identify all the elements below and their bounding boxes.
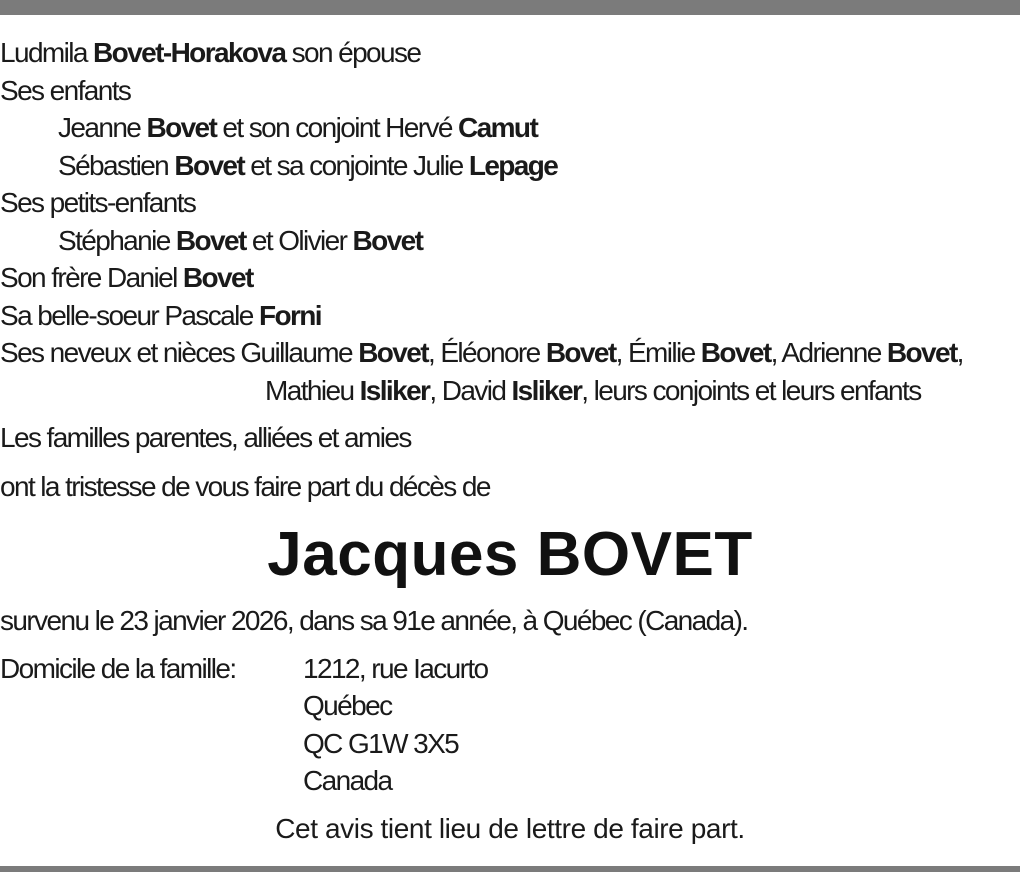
domicile-address: [303, 650, 488, 800]
deceased-name: Jacques BOVET: [267, 520, 753, 589]
family-domicile: [0, 650, 1020, 800]
death-details: survenu le 23 janvier 2026, dans sa 91e année, à Québec (Canada).: [0, 605, 748, 636]
footer-note: Cet avis tient lieu de lettre de faire part.: [275, 812, 745, 844]
grandchildren-label: Ses petits-enfants: [0, 187, 196, 218]
address-country: Canada: [303, 765, 392, 796]
brother-line: Son frère Daniel Bovet: [0, 262, 253, 293]
bottom-rule: [0, 866, 1020, 872]
address-postal: QC G1W 3X5: [303, 727, 459, 759]
address-city: Québec: [303, 690, 392, 721]
child-line-1: Jeanne Bovet et son conjoint Hervé Camut: [58, 112, 538, 143]
nephews-line-continued: Mathieu Isliker, David Isliker, leurs conjoints et leurs enfants: [265, 374, 921, 406]
children-label: Ses enfants: [0, 74, 131, 106]
domicile-label: Domicile de la famille:: [0, 652, 236, 684]
announcement-line: ont la tristesse de vous faire part du décès de: [0, 470, 490, 502]
death-notice: [0, 34, 1020, 847]
spouse-line: Ludmila Bovet-Horakova son épouse: [0, 37, 421, 68]
top-rule: [0, 0, 1020, 15]
nephews-line: Ses neveux et nièces Guillaume Bovet, Éléonore Bovet, Émilie Bovet, Adrienne Bovet,: [0, 337, 963, 368]
families-line: Les familles parentes, alliées et amies: [0, 422, 411, 453]
child-line-2: Sébastien Bovet et sa conjointe Julie Lepage: [58, 149, 558, 181]
grandchild-line-1: Stéphanie Bovet et Olivier Bovet: [58, 224, 423, 256]
sister-in-law-line: Sa belle-soeur Pascale Forni: [0, 299, 321, 331]
address-street: 1212, rue Iacurto: [303, 652, 488, 684]
